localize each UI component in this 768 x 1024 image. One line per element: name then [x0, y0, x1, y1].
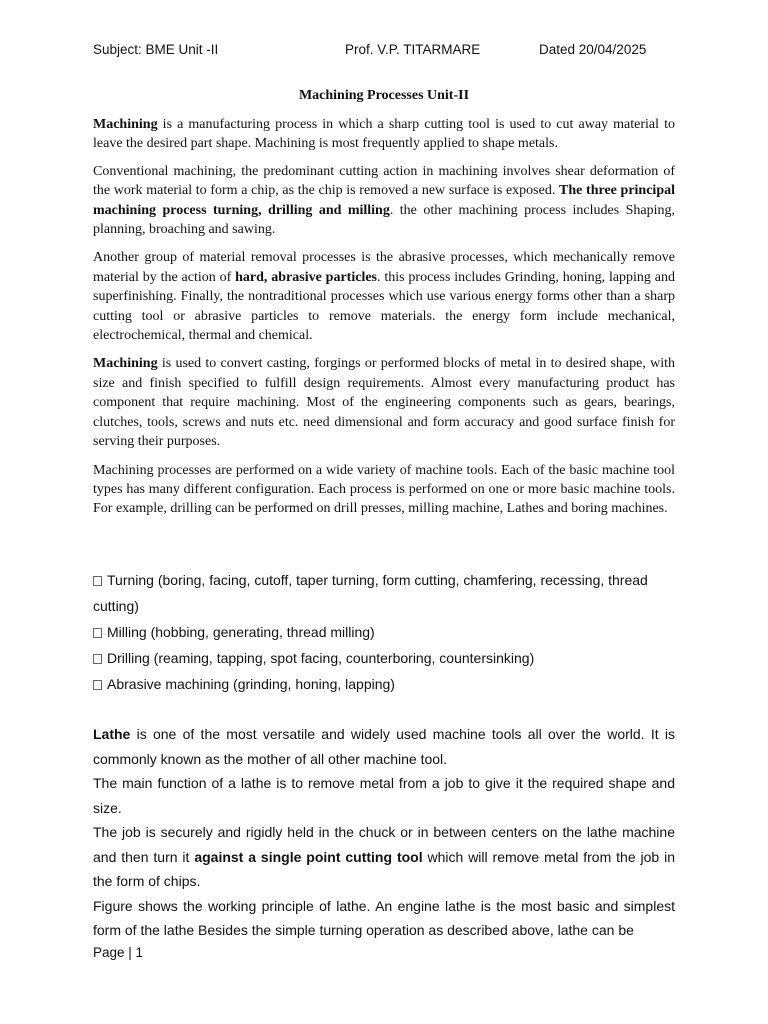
- page-footer: Page | 1: [93, 945, 144, 960]
- paragraph-3-text-b: . this process includes Grinding, honing, lapping and superfinishing. Finally, the nontraditional processes which use various energy forms other than a sharp cutting tool or abrasive particles to remove materials. the energy form include mechanical, electrochemical, thermal and chemical.: [93, 269, 676, 344]
- list-item: [93, 645, 675, 671]
- paragraph-2-bold: The three principal machining process turning, drilling and milling: [93, 183, 675, 218]
- paragraph-4-text: is used to convert casting, forgings or performed blocks of metal in to desired shape, with size and finish specified to fulfill design requirements. Almost every manufacturing product has component that require machining. Most of the engineering components such as gears, bearings, clutches, tools, screws and nuts etc. need dimensional and form accuracy and good surface finish for serving their purposes.: [93, 356, 675, 450]
- process-list: [93, 567, 675, 697]
- list-item: [93, 619, 675, 645]
- paragraph-1-bold: Machining: [93, 117, 158, 132]
- paragraph-3-bold: hard, abrasive particles: [235, 269, 377, 285]
- lathe-paragraph-1: [93, 722, 675, 771]
- paragraph-4: [93, 354, 675, 451]
- lathe-paragraph-3-text-b: which will remove metal from the job in the form of chips.: [93, 848, 675, 889]
- paragraph-3: [93, 248, 675, 345]
- paragraph-2-text-b: . the other machining process includes Shaping, planning, broaching and sawing.: [93, 202, 675, 238]
- list-item-text: Drilling (reaming, tapping, spot facing, counterboring, countersinking): [107, 650, 535, 666]
- paragraph-5: [93, 461, 675, 519]
- lathe-paragraph-3-bold: against a single point cutting tool: [194, 848, 423, 865]
- missing-glyph-icon: [93, 654, 102, 664]
- header-subject: Subject: BME Unit -II: [93, 42, 219, 57]
- page-header: [93, 42, 675, 62]
- list-item-text: Milling (hobbing, generating, thread milling): [107, 624, 375, 640]
- list-item: [93, 567, 675, 619]
- missing-glyph-icon: [93, 576, 102, 586]
- paragraph-3-text-a: Another group of material removal processes is the abrasive processes, which mechanically remove material by the action of: [93, 250, 675, 285]
- lathe-paragraph-4: Figure shows the working principle of lathe. An engine lathe is the most basic and simplest form of the lathe Besides the simple turning operation as described above, lathe can be: [93, 897, 675, 938]
- list-item-text: Abrasive machining (grinding, honing, lapping): [107, 676, 395, 692]
- list-item-text: Turning (boring, facing, cutoff, taper turning, form cutting, chamfering, recessing, thread cutting): [93, 572, 648, 614]
- lathe-paragraph-2: The main function of a lathe is to remove metal from a job to give it the required shape and size.: [93, 775, 675, 816]
- lathe-paragraph-1-text: is one of the most versatile and widely used machine tools all over the world. It is commonly known as the mother of all other machine tool.: [93, 726, 675, 767]
- paragraph-2: [93, 162, 675, 240]
- lathe-bold: Lathe: [93, 726, 131, 742]
- paragraph-1-text: is a manufacturing process in which a sharp cutting tool is used to cut away material to leave the desired part shape. Machining is most frequently applied to shape metals.: [93, 117, 675, 152]
- document-title: Machining Processes Unit-II: [298, 88, 470, 103]
- header-professor: Prof. V.P. TITARMARE: [345, 42, 481, 57]
- paragraph-4-bold: Machining: [93, 356, 158, 372]
- missing-glyph-icon: [93, 628, 102, 638]
- paragraph-1: [93, 115, 675, 154]
- lathe-paragraph-3: [93, 820, 675, 894]
- missing-glyph-icon: [93, 680, 102, 690]
- lathe-section: [93, 722, 675, 943]
- intro-section: [93, 115, 675, 528]
- list-item: [93, 671, 675, 697]
- header-date: Dated 20/04/2025: [539, 42, 647, 57]
- lathe-paragraph-3-text-a: The job is securely and rigidly held in the chuck or in between centers on the lathe machine and then turn it: [93, 824, 675, 865]
- paragraph-5-text: Machining processes are performed on a wide variety of machine tools. Each of the basic machine tool types has many different configuration. Each process is performed on one or more basic machine tools. For example, drilling can be performed on drill presses, milling machine, Lathes and boring machines.: [93, 462, 675, 517]
- paragraph-2-text-a: Conventional machining, the predominant cutting action in machining involves shear deformation of the work material to form a chip, as the chip is removed a new surface is exposed.: [93, 163, 675, 199]
